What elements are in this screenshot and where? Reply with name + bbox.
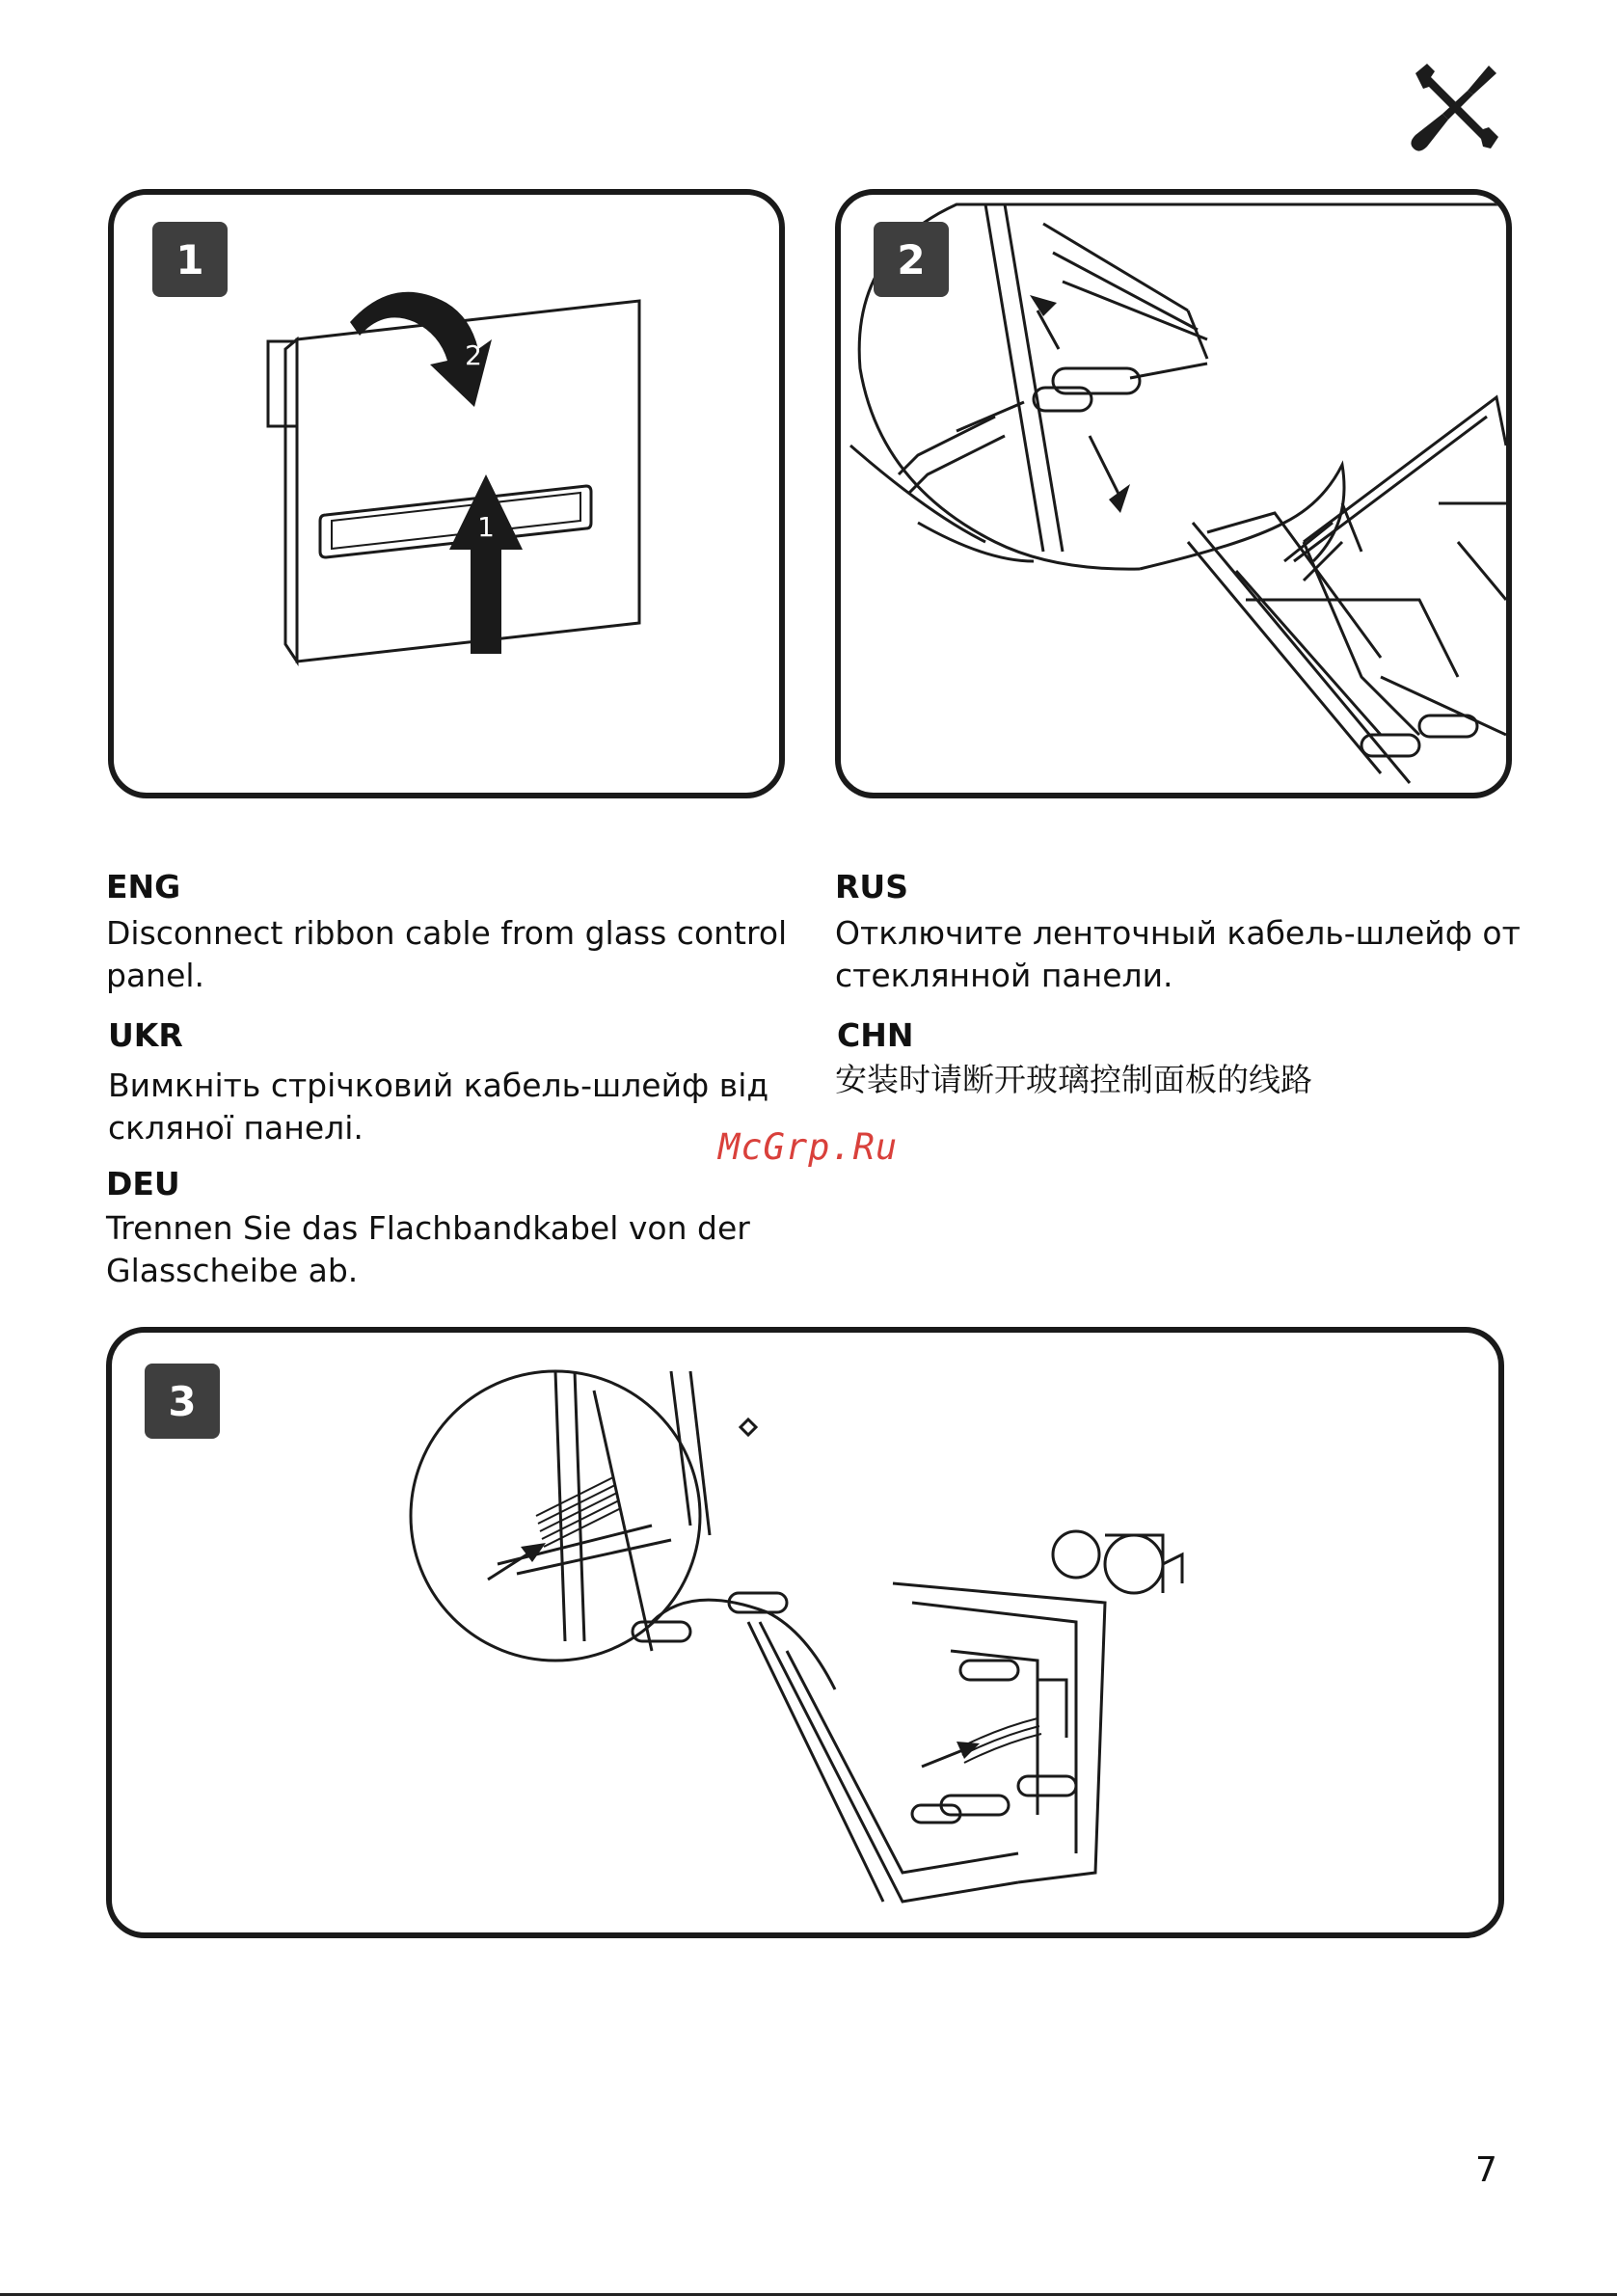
instruction-line: Trennen Sie das Flachbandkabel von der: [106, 1209, 750, 1247]
instruction-line: Отключите ленточный кабель-шлейф от: [835, 914, 1521, 952]
arrow-step-label: 2: [465, 339, 482, 371]
step-1-panel: [108, 189, 785, 798]
instruction-line: стеклянной панели.: [835, 957, 1173, 994]
instruction-line: panel.: [106, 957, 205, 994]
step-2-panel: [835, 189, 1512, 798]
instruction-text-deu: [106, 1207, 800, 1292]
instruction-text-ukr: [108, 1065, 802, 1149]
tools-icon: [1406, 60, 1502, 156]
language-code-chn: CHN: [837, 1016, 914, 1054]
language-code-ukr: UKR: [108, 1016, 183, 1054]
language-code-rus: RUS: [835, 868, 908, 905]
step-number-badge: 2: [874, 222, 949, 297]
instruction-line: Disconnect ribbon cable from glass control: [106, 914, 788, 952]
step-3-panel: [106, 1327, 1504, 1938]
arrow-step-label: 1: [477, 511, 495, 543]
instruction-line: 安装时请断开玻璃控制面板的线路: [835, 1061, 1312, 1098]
instruction-line: скляної панелі.: [108, 1109, 364, 1147]
glass-panel-removal-illustration: [114, 195, 779, 793]
page-number: 7: [1475, 2150, 1497, 2190]
step-number-badge: 1: [152, 222, 228, 297]
ribbon-cable-connection-illustration: [112, 1333, 1500, 1931]
instruction-text-rus: [835, 912, 1529, 997]
step-number-badge: 3: [145, 1364, 220, 1439]
instruction-text-eng: [106, 912, 800, 997]
instruction-line: Glasscheibe ab.: [106, 1252, 359, 1289]
instruction-text-chn: [835, 1059, 1529, 1101]
language-code-eng: ENG: [106, 868, 181, 905]
language-code-deu: DEU: [106, 1165, 180, 1202]
instruction-line: Вимкніть стрічковий кабель-шлейф від: [108, 1067, 769, 1104]
watermark: McGrp.Ru: [718, 1126, 899, 1168]
